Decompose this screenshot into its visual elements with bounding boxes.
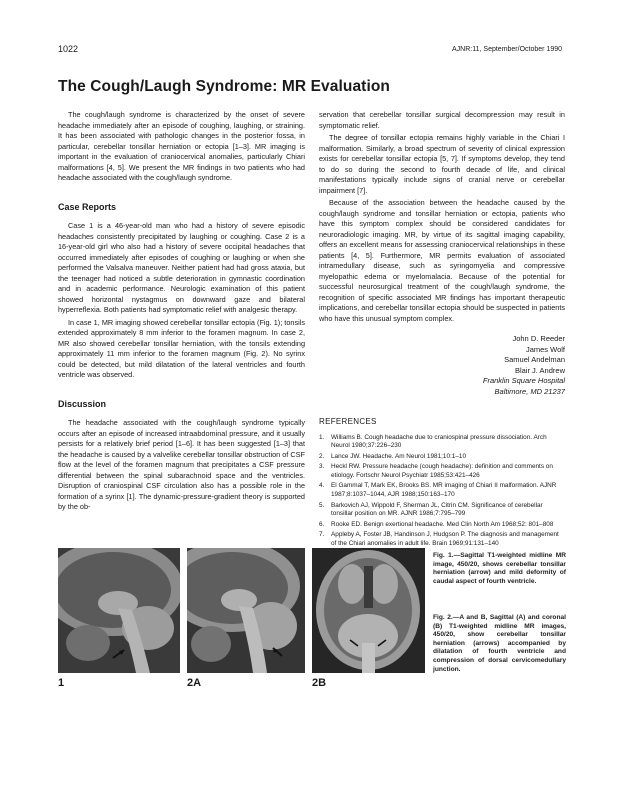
author-name: Blair J. Andrew bbox=[514, 365, 565, 375]
case-reports-heading: Case Reports bbox=[58, 201, 117, 212]
body-paragraph: servation that cerebellar tonsillar surgical decompression may result in symptomatic relief. bbox=[319, 110, 565, 130]
case-paragraph: Case 1 is a 46-year-old man who had a history of severe episodic headaches consistently precipitated by laughing or coughing. Case 2 is a 16-year-old girl who also had a history of severe occipital headaches that occurred immediately after episodes of coughing or laughing or when she performed the Valsalva maneuver. Neither patient had had gross ataxia, but the teenager had noticed a subtle deterioration in gymnastic coordination and in academic performance. Neurologic examination of this patient showed horizontal nystagmus on downward gaze and bilateral hyperreflexia. Both patients had symptomatic relief with analgesic therapy. bbox=[58, 221, 305, 314]
reference-item: 3. Heckl RW. Pressure headache (cough headache): definition and comments on etiology. Fortschr Neurol Psychiatr 1985;53:421–426 bbox=[319, 463, 553, 479]
figure-1-caption: Fig. 1.—Sagittal T1-weighted midline MR image, 450/20, shows cerebellar tonsillar herniation (arrow) and mild deformity of caudal aspect of fourth ventricle. bbox=[433, 552, 566, 585]
body-paragraph: The degree of tonsillar ectopia remains highly variable in the Chiari I malformation. Similarly, a broad spectrum of severity of clinical expression exists for cerebellar tonsillar ectopia [5, 7]. If symptoms develop, they tend to do so during the second to fourth decade of life, and clinical manifestations typically include signs of cranial nerve or cerebellar impairment [7]. bbox=[319, 133, 565, 195]
figure-2a-mr-image bbox=[187, 548, 305, 673]
figure-2b-mr-image bbox=[312, 548, 425, 673]
case-paragraph: In case 1, MR imaging showed cerebellar tonsillar ectopia (Fig. 1); tonsils extended approximately 8 mm inferior to the foramen magnum. In case 2, MR also showed cerebellar tonsillar herniation, with the tonsils extending approximately 11 mm inferior to the foramen magnum (Fig. 2). No syrinx could be detected, but mild dilatation of the lateral ventricles and fourth ventricle was observed. bbox=[58, 317, 305, 379]
discussion-paragraph: The headache associated with the cough/laugh syndrome typically occurs after an episode of increased intraabdominal pressure, and it usually persists for a relatively brief period [1–6]. It has been suggested [1–3] that the headache is caused by a valvelike cerebellar tonsillar obstruction of CSF flow at the level of the foramen magnum that precipitates a CSF pressure differential between the spinal subarachnoid space and the ventricles. Disruption of craniospinal CSF circulation also has a possible role in the formation of a syrinx [1]. The dynamic-pressure-gradient theory is supported by the ob- bbox=[58, 418, 305, 511]
figure-2-caption: Fig. 2.—A and B, Sagittal (A) and coronal (B) T1-weighted midline MR images, 450/20, show cerebellar tonsillar herniation (arrows) accompanied by dilatation of fourth ventricle and compression of dorsal cervicomedullary junction. bbox=[433, 614, 566, 673]
left-column bbox=[58, 110, 305, 515]
article-title: The Cough/Laugh Syndrome: MR Evaluation bbox=[58, 78, 390, 95]
reference-item: 2. Lance JW. Headache. Am Neurol 1981;10:1–10 bbox=[319, 452, 467, 460]
affiliation: Franklin Square Hospital bbox=[482, 376, 565, 385]
figure-label: 1 bbox=[58, 677, 65, 689]
affiliation: Baltimore, MD 21237 bbox=[494, 386, 565, 396]
author-name: James Wolf bbox=[525, 344, 565, 354]
figure-label: 2A bbox=[187, 677, 202, 689]
reference-item: 1. Williams B. Cough headache due to craniospinal pressure dissociation. Arch Neurol 1980;37:226–230 bbox=[319, 433, 547, 450]
right-column bbox=[319, 110, 565, 551]
figure-1-mr-image bbox=[58, 548, 180, 673]
reference-item: 6. Rooke ED. Benign exertional headache. Med Clin North Am 1968;52: 801–808 bbox=[319, 520, 554, 528]
author-name: John D. Reeder bbox=[512, 334, 565, 343]
intro-paragraph: The cough/laugh syndrome is characterized by the onset of severe headache immediately after an episode of coughing, laughing, or straining. It has been associated with pathologic changes in the posterior fossa, in particular, cerebellar tonsillar herniation or ectopia [1–3]. MR imaging is important in the evaluation of craniocervical anomalies, particularly Chiari malformations [4, 5]. We present the MR findings in two patients who had headache associated with the cough/laugh syndrome. bbox=[58, 110, 305, 182]
references-list bbox=[319, 434, 565, 549]
reference-item: 7. Appleby A, Foster JB, Handinson J, Hudgson P. The diagnosis and management of the Chiari anomalies in adult life. Brain 1969;91:131–140 bbox=[319, 531, 559, 548]
figure-label: 2B bbox=[312, 677, 327, 689]
journal-citation: AJNR:11, September/October 1990 bbox=[452, 46, 562, 53]
author-signature bbox=[319, 334, 565, 397]
page-number: 1022 bbox=[58, 44, 79, 54]
references-heading: REFERENCES bbox=[319, 417, 377, 426]
author-name: Samuel Andelman bbox=[504, 355, 565, 364]
reference-item: 4. El Gammal T, Mark EK, Brooks BS. MR imaging of Chiari II malformation. AJNR 1987;8:1037–1044, AJR 1988;150:163–170 bbox=[319, 482, 557, 499]
body-paragraph: Because of the association between the headache caused by the cough/laugh syndrome and tonsillar herniation or ectopia, patients who have this symptom complex should be considered candidates for neuroradiologic imaging. MR, by virtue of its sagittal imaging capability, offers an excellent means for assessing craniocervical relationships in these patients [4, 5]. Furthermore, MR permits evaluation of associated intramedullary disease, such as syringomyelia and compressive myelopathic edema or myelomalacia. Because of the potential for successful neurosurgical treatment of the cough/laugh syndrome, the recognition of specific associated MR findings has important therapeutic implications, and cerebellar tonsillar ectopia should be suspected in patients who have this unusual symptom complex. bbox=[319, 198, 565, 323]
reference-item: 5. Barkovich AJ, Wippold F, Sherman JL, Citrin CM. Significance of cerebellar tonsillar position on MR. AJNR 1986;7:795–799 bbox=[319, 501, 543, 518]
discussion-heading: Discussion bbox=[58, 398, 107, 409]
